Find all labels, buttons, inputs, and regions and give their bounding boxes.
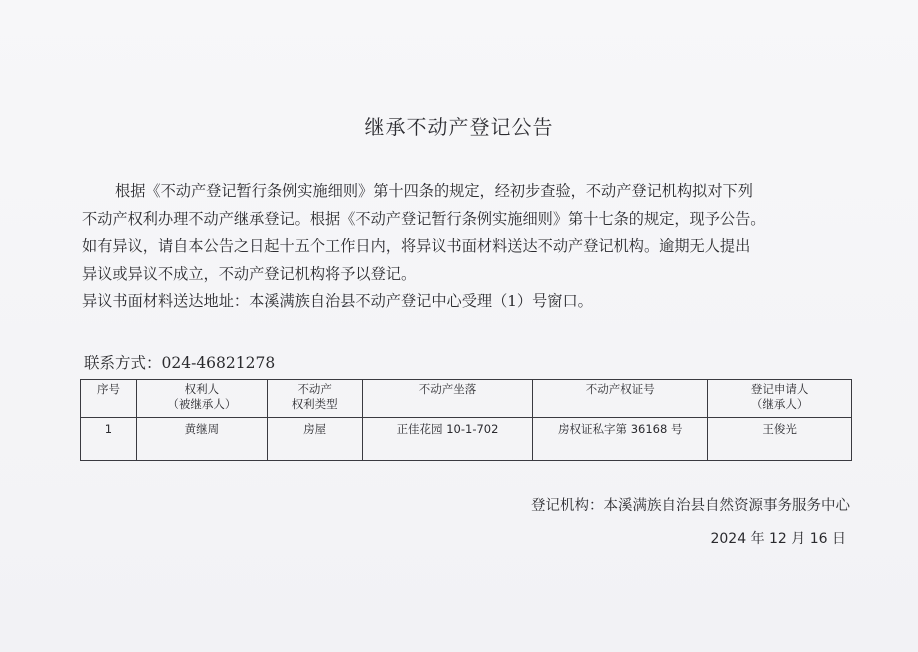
table-row [81, 418, 852, 461]
header-right-holder: 权利人 （被继承人） [136, 380, 267, 418]
objection-address: 异议书面材料送达地址：本溪满族自治县不动产登记中心受理（1）号窗口。 [82, 292, 593, 310]
header-location: 不动产坐落 [362, 380, 533, 418]
registration-table [80, 379, 852, 461]
page-title: 继承不动产登记公告 [364, 115, 554, 139]
cell-cert-no: 房权证私字第 36168 号 [533, 418, 708, 461]
header-cert-no: 不动产权证号 [533, 380, 708, 418]
body-line: 异议或异议不成立，不动产登记机构将予以登记。 [82, 264, 417, 283]
cell-location: 正佳花园 10-1-702 [362, 418, 533, 461]
cell-right-holder: 黄继周 [136, 418, 267, 461]
contact-phone: 联系方式：024-46821278 [84, 354, 276, 372]
cell-right-type: 房屋 [267, 418, 362, 461]
notice-date: 2024 年 12 月 16 日 [710, 531, 846, 547]
notice-body [82, 178, 872, 316]
header-applicant: 登记申请人 （继承人） [708, 380, 852, 418]
header-right-type: 不动产 权利类型 [267, 380, 362, 418]
registration-authority: 登记机构：本溪满族自治县自然资源事务服务中心 [531, 498, 850, 514]
cell-seq: 1 [81, 418, 137, 461]
header-seq: 序号 [81, 380, 137, 418]
body-line: 如有异议，请自本公告之日起十五个工作日内，将异议书面材料送达不动产登记机构。逾期无人提出 [82, 237, 751, 255]
body-line: 根据《不动产登记暂行条例实施细则》第十四条的规定，经初步查验，不动产登记机构拟对下列 [115, 182, 753, 200]
cell-applicant: 王俊光 [708, 418, 852, 461]
table-header-row [81, 380, 852, 418]
body-line: 不动产权利办理不动产继承登记。根据《不动产登记暂行条例实施细则》第十七条的规定，现予公告。 [82, 209, 766, 228]
